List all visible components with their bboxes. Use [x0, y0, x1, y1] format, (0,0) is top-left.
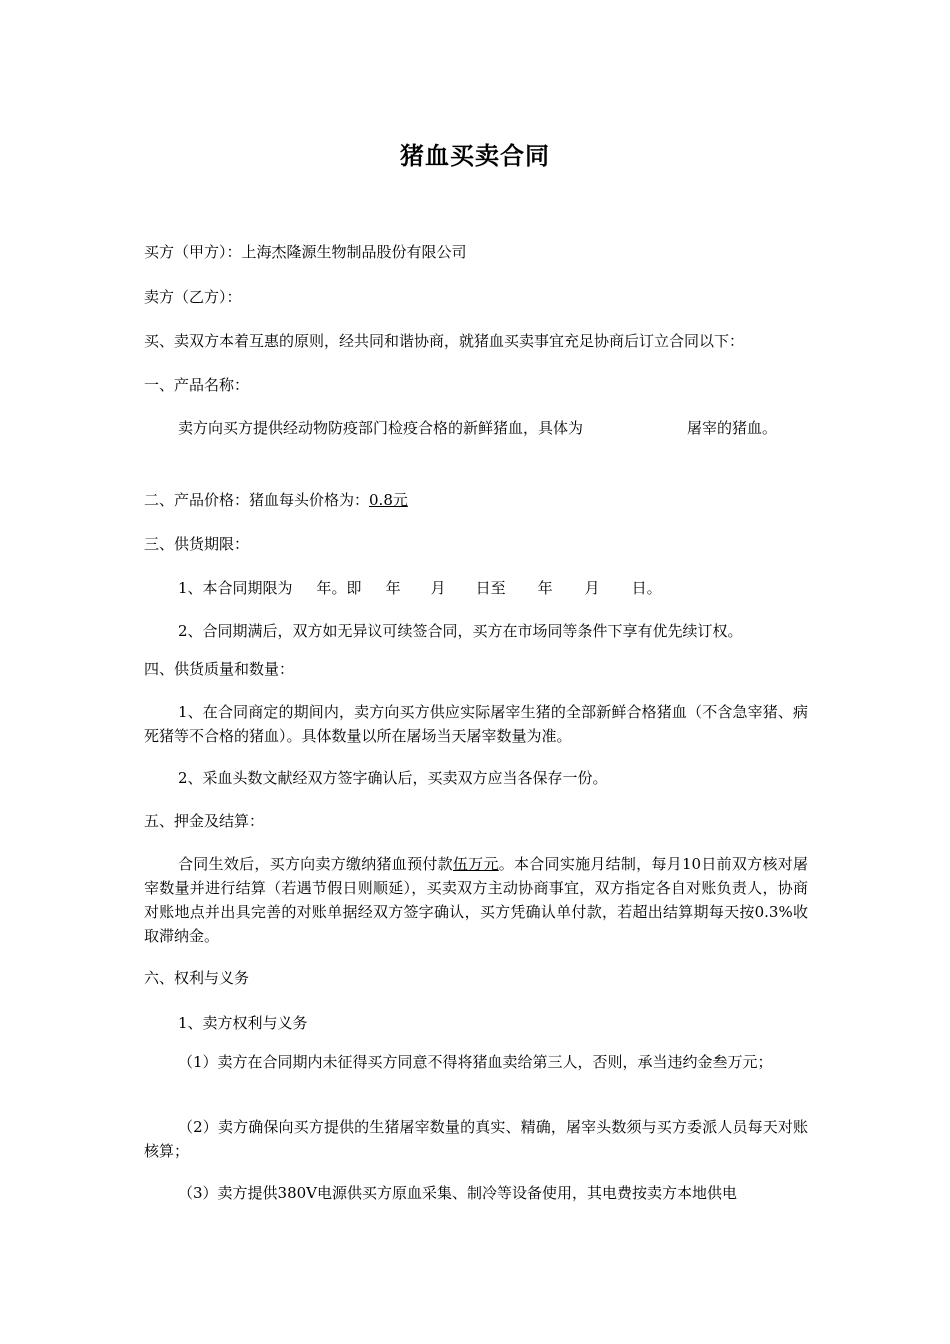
section-6-heading: 六、权利与义务 — [144, 969, 250, 987]
seller-line: 卖方（乙方）： — [144, 288, 242, 306]
section-6-item-1: （1）卖方在合同期内未征得买方同意不得将猪血卖给第三人，否则，承当违约金叁万元； — [178, 1053, 773, 1071]
section-1-body — [144, 416, 808, 440]
term-text-e: 日至 — [475, 579, 506, 597]
term-text-c: 年 — [385, 579, 401, 597]
section-4-heading: 四、供货质量和数量： — [144, 660, 295, 678]
term-text-b: 年。即 — [316, 579, 362, 597]
section-6-item-3: （3）卖方提供380V电源供买方原血采集、制冷等设备使用，其电费按卖方本地供电 — [178, 1184, 738, 1202]
term-text-d: 月 — [430, 579, 446, 597]
section-3-heading: 三、供货期限： — [144, 535, 250, 553]
term-text-a: 1、本合同期限为 — [178, 579, 293, 597]
section-5-body — [144, 852, 808, 948]
section-1-text-b: 屠宰的猪血。 — [687, 419, 778, 437]
section-1-text-a: 卖方向买方提供经动物防疫部门检疫合格的新鲜猪血，具体为 — [178, 419, 584, 437]
section-4-item-2: 2、采血头数文献经双方签字确认后，买卖双方应当各保存一份。 — [178, 769, 608, 787]
intro-line: 买、卖双方本着互惠的原则，经共同和谐协商，就猪血买卖事宜充足协商后订立合同以下： — [144, 332, 745, 350]
price-prefix: 二、产品价格：猪血每头价格为： — [144, 491, 370, 509]
term-text-g: 月 — [584, 579, 600, 597]
section-1-heading: 一、产品名称： — [144, 376, 250, 394]
deposit-amount: 伍万元 — [452, 855, 499, 873]
section-5-heading: 五、押金及结算： — [144, 812, 265, 830]
deposit-text-b: 。本合同实施月结制，每月10日前双方核对屠宰数量并进行结算（若遇节假日则顺延），买卖双方主动协商事宜，双方指定各自对账负责人，协商对账地点并出具完善的对账单据经双方签字确认，买方凭确认单付款，若超出结算期每天按0.3%收取滞纳金。 — [144, 855, 808, 945]
term-text-f: 年 — [537, 579, 553, 597]
price-value: 0.8元 — [369, 491, 408, 509]
section-3-item-2: 2、合同期满后，双方如无异议可续签合同，买方在市场同等条件下享有优先续订权。 — [178, 622, 743, 640]
section-6-sub-1: 1、卖方权利与义务 — [178, 1014, 308, 1032]
section-2-line — [144, 488, 808, 512]
section-6-item-2: （2）卖方确保向买方提供的生猪屠宰数量的真实、精确，屠宰头数须与买方委派人员每天对账核算； — [144, 1118, 808, 1160]
term-text-h: 日。 — [631, 579, 662, 597]
page-title: 猪血买卖合同 — [400, 142, 550, 170]
buyer-line: 买方（甲方）：上海杰隆源生物制品股份有限公司 — [144, 243, 467, 261]
section-4-item-1: 1、在合同商定的期间内，卖方向买方供应实际屠宰生猪的全部新鲜合格猪血（不含急宰猪、病死猪等不合格的猪血）。具体数量以所在屠场当天屠宰数量为准。 — [144, 703, 808, 745]
section-3-item-1 — [178, 576, 808, 600]
deposit-text-a: 合同生效后，买方向卖方缴纳猪血预付款 — [178, 855, 453, 873]
